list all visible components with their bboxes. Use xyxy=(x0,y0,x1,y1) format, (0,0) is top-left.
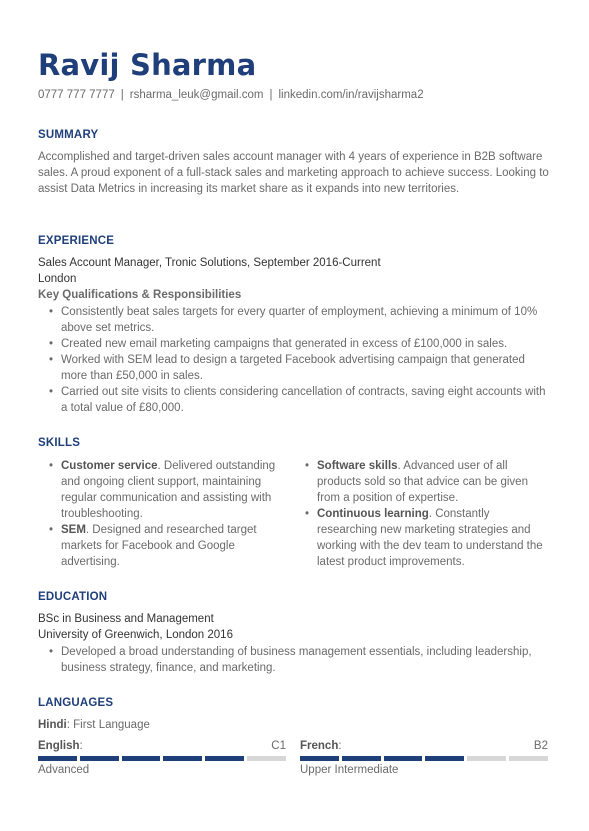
language-colon: : xyxy=(79,740,83,752)
education-heading: EDUCATION xyxy=(38,591,108,603)
skill-item xyxy=(38,522,284,570)
skill-item xyxy=(294,506,550,570)
languages-heading: LANGUAGES xyxy=(38,697,114,709)
language-name: English xyxy=(38,740,80,752)
linkedin-link[interactable]: linkedin.com/in/ravijsharma2 xyxy=(278,89,424,101)
responsibilities-subheading: Key Qualifications & Responsibilities xyxy=(38,289,242,301)
proficiency-segment-empty xyxy=(509,756,548,761)
proficiency-segment-filled xyxy=(300,756,339,761)
contact-separator: | xyxy=(120,89,124,101)
proficiency-segment-filled xyxy=(163,756,202,761)
experience-heading: EXPERIENCE xyxy=(38,235,115,247)
language-level-code: C1 xyxy=(271,740,286,752)
school-name: University of Greenwich, London 2016 xyxy=(38,629,233,641)
proficiency-segment-empty xyxy=(467,756,506,761)
proficiency-segment-filled xyxy=(425,756,464,761)
proficiency-segment-filled xyxy=(38,756,77,761)
list-item: • Developed a broad understanding of business management essentials, including leadership, business strategy, finance, and marketing. xyxy=(38,644,550,676)
skill-name: SEM xyxy=(61,524,86,536)
skills-list-left xyxy=(38,458,284,570)
list-item: • Carried out site visits to clients considering cancellation of contracts, saving eight accounts with a total value of £80,000. xyxy=(38,384,550,416)
language-level-code: B2 xyxy=(533,740,548,752)
language-name: Hindi xyxy=(38,719,67,731)
skill-item xyxy=(294,458,550,506)
skill-description: . Delivered outstanding and ongoing client support, maintaining regular communication and assisting with troubleshooting. xyxy=(61,460,276,520)
list-item: • Created new email marketing campaigns that generated in excess of £100,000 in sales. xyxy=(38,336,550,352)
proficiency-segment-filled xyxy=(80,756,119,761)
experience-bullet-list xyxy=(38,304,550,416)
degree-name: BSc in Business and Management xyxy=(38,613,214,625)
skills-heading: SKILLS xyxy=(38,437,81,449)
skill-name: Customer service xyxy=(61,460,158,472)
language-level-description: Upper Intermediate xyxy=(300,764,399,776)
contact-separator: | xyxy=(269,89,273,101)
proficiency-segment-empty xyxy=(247,756,286,761)
job-title-line: Sales Account Manager, Tronic Solutions, September 2016-Current xyxy=(38,257,381,269)
native-language xyxy=(38,719,150,731)
candidate-name: Ravij Sharma xyxy=(38,48,257,82)
email-address[interactable]: rsharma_leuk@gmail.com xyxy=(129,89,264,101)
skill-item xyxy=(38,458,284,522)
proficiency-bar xyxy=(300,756,548,761)
skill-description: . Advanced user of all products sold so that advice can be given from a position of expertise. xyxy=(317,460,528,504)
list-item: • Worked with SEM lead to design a targeted Facebook advertising campaign that generated more than £50,000 in sales. xyxy=(38,352,550,384)
proficiency-bar xyxy=(38,756,286,761)
contact-line xyxy=(38,89,424,101)
language-description: : First Language xyxy=(66,719,150,731)
skill-name: Continuous learning xyxy=(317,508,429,520)
education-bullet-list xyxy=(38,644,550,676)
skill-description: . Designed and researched target markets for Facebook and Google advertising. xyxy=(61,524,257,568)
summary-heading: SUMMARY xyxy=(38,129,99,141)
proficiency-segment-filled xyxy=(205,756,244,761)
list-item: • Consistently beat sales targets for every quarter of employment, achieving a minimum of 10% above set metrics. xyxy=(38,304,550,336)
proficiency-segment-filled xyxy=(384,756,423,761)
language-colon: : xyxy=(338,740,342,752)
proficiency-segment-filled xyxy=(342,756,381,761)
language-level-description: Advanced xyxy=(38,764,90,776)
skills-list-right xyxy=(294,458,550,570)
skill-description: . Constantly researching new marketing strategies and working with the dev team to understand the latest product improvements. xyxy=(317,508,543,568)
skill-name: Software skills xyxy=(317,460,398,472)
job-location: London xyxy=(38,273,77,285)
language-name: French xyxy=(300,740,339,752)
proficiency-segment-filled xyxy=(122,756,161,761)
summary-text: Accomplished and target-driven sales account manager with 4 years of experience in B2B software sales. A proud exponent of a full-stack sales and marketing approach to achieve success. Looking to assist Data Metrics in increasing its market share as it expands into new territories. xyxy=(38,151,549,195)
phone-number: 0777 777 7777 xyxy=(38,89,115,101)
